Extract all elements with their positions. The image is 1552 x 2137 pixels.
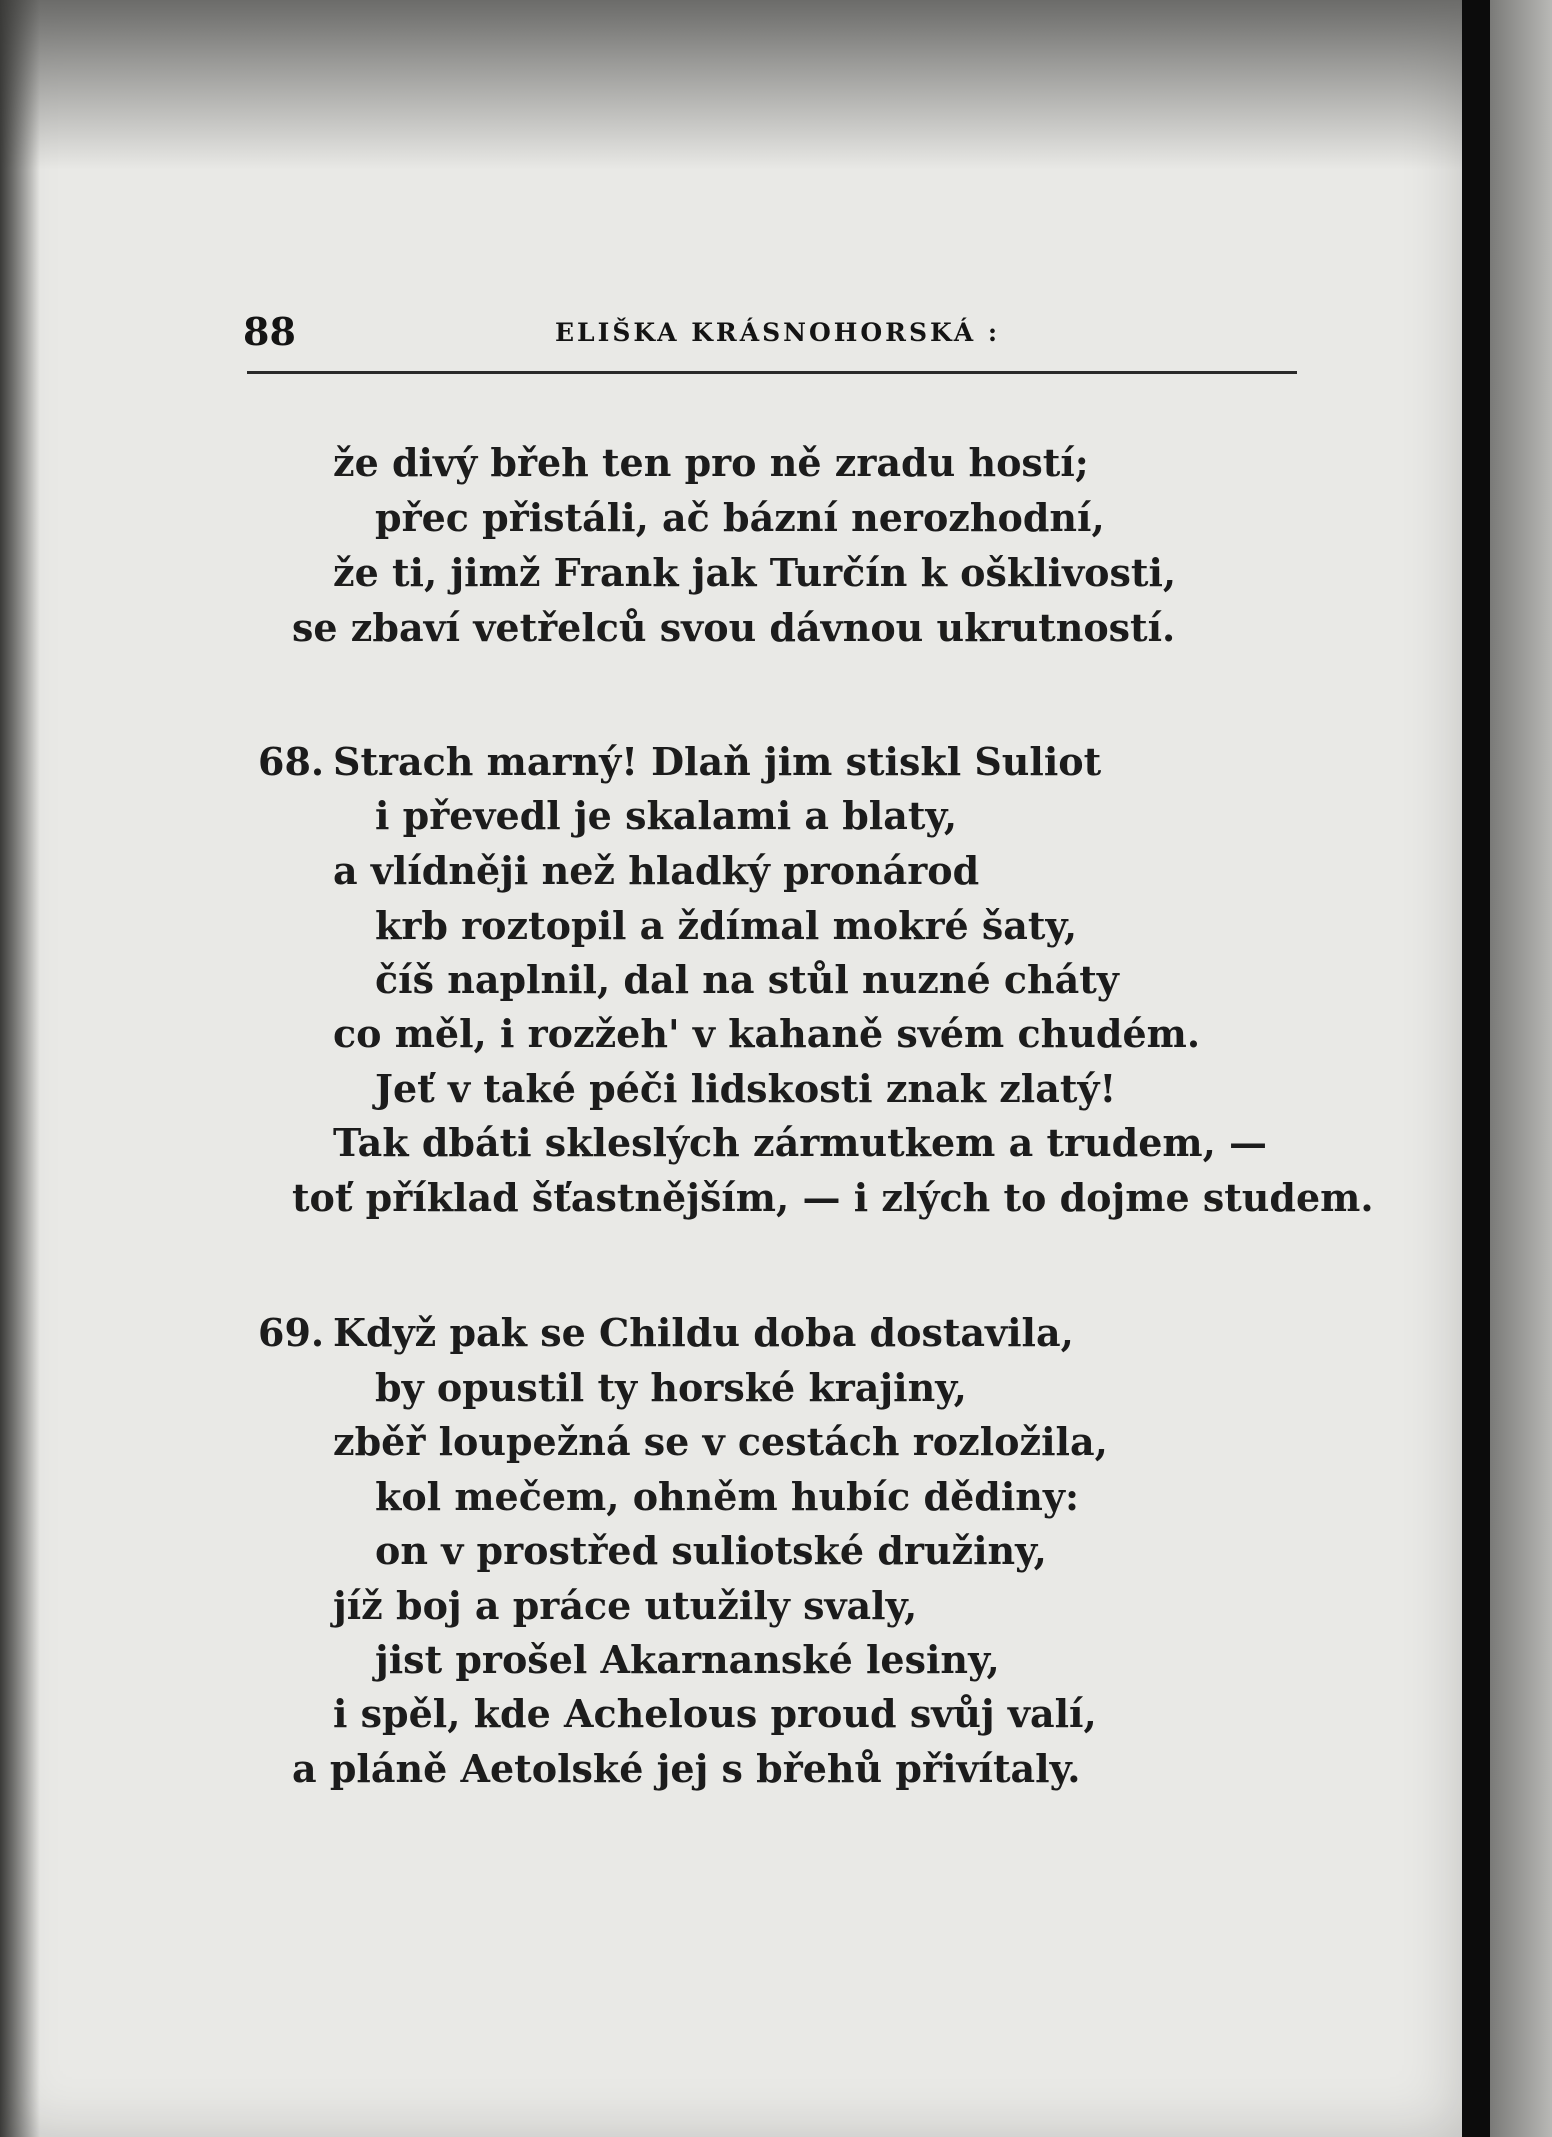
verse-line: co měl, i rozžeh' v kahaně svém chudém. bbox=[333, 1011, 1201, 1056]
verse-line: přec přistáli, ač bázní nerozhodní, bbox=[375, 495, 1105, 540]
verse-line: by opustil ty horské krajiny, bbox=[375, 1365, 967, 1410]
verse-line: a pláně Aetolské jej s břehů přivítaly. bbox=[292, 1746, 1081, 1791]
verse-line: i převedl je skalami a blaty, bbox=[375, 793, 958, 838]
verse-line: Tak dbáti skleslých zármutkem a trudem, — bbox=[333, 1120, 1268, 1165]
verse-line: kol mečem, ohněm hubíc dědiny: bbox=[375, 1474, 1080, 1519]
verse-line: se zbaví vetřelců svou dávnou ukrutností. bbox=[292, 605, 1176, 650]
page-number: 88 bbox=[243, 309, 296, 354]
verse-line: Když pak se Childu doba dostavila, bbox=[333, 1310, 1074, 1355]
page-header bbox=[243, 309, 1297, 369]
header-rule bbox=[247, 371, 1297, 374]
book-spine-gutter bbox=[1462, 0, 1490, 2137]
verse-line: jist prošel Akarnanské lesiny, bbox=[375, 1637, 1000, 1682]
verse-line: on v prostřed suliotské družiny, bbox=[375, 1528, 1047, 1573]
stanza-number: 68. bbox=[258, 739, 325, 784]
verse-line: Jeť v také péči lidskosti znak zlatý! bbox=[375, 1066, 1117, 1111]
verse-line: toť příklad šťastnějším, — i zlých to dojme studem. bbox=[292, 1175, 1374, 1220]
verse-line: že divý břeh ten pro ně zradu hostí; bbox=[333, 440, 1089, 485]
verse-line: Strach marný! Dlaň jim stiskl Suliot bbox=[333, 739, 1102, 784]
stanza-number: 69. bbox=[258, 1310, 325, 1355]
verse-line: že ti, jimž Frank jak Turčín k ošklivosti, bbox=[333, 550, 1177, 595]
scan-shadow-top bbox=[0, 0, 1462, 170]
verse-line: krb roztopil a ždímal mokré šaty, bbox=[375, 903, 1078, 948]
facing-page-edge bbox=[1490, 0, 1552, 2137]
verse-line: jíž boj a práce utužily svaly, bbox=[333, 1583, 918, 1628]
verse-line: zběř loupežná se v cestách rozložila, bbox=[333, 1419, 1108, 1464]
running-head: ELIŠKA KRÁSNOHORSKÁ : bbox=[555, 318, 1001, 347]
verse-line: a vlídněji než hladký pronárod bbox=[333, 848, 980, 893]
verse-line: i spěl, kde Achelous proud svůj valí, bbox=[333, 1691, 1097, 1736]
scan-shadow-left bbox=[0, 0, 40, 2137]
verse-line: číš naplnil, dal na stůl nuzné cháty bbox=[375, 957, 1119, 1002]
